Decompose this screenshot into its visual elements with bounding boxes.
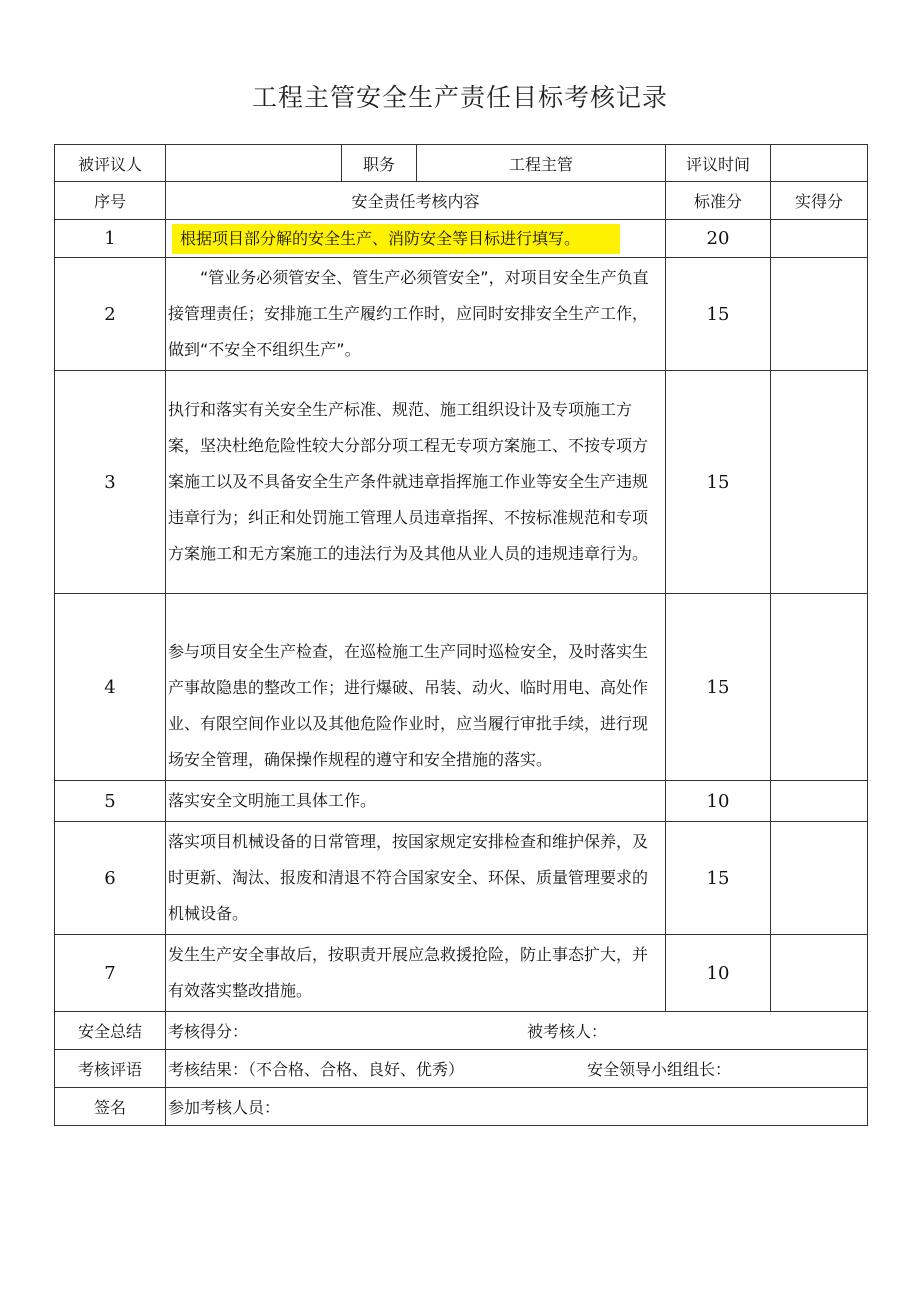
row-actual-field[interactable] xyxy=(771,935,868,1012)
summary-label: 安全总结 xyxy=(55,1012,166,1050)
highlighted-content: 根据项目部分解的安全生产、消防安全等目标进行填写。 xyxy=(172,224,620,254)
row-actual-field[interactable] xyxy=(771,371,868,594)
row-seq: 7 xyxy=(55,935,166,1012)
header-row xyxy=(55,145,868,182)
position-value: 工程主管 xyxy=(417,145,666,182)
table-row xyxy=(55,781,868,822)
sign-label: 签名 xyxy=(55,1088,166,1126)
row-content: 执行和落实有关安全生产标准、规范、施工组织设计及专项施工方案，坚决杜绝危险性较大分部分项工程无专项方案施工、不按专项方案施工以及不具备安全生产条件就违章指挥施工作业等安全生产违规违章行为；纠正和处罚施工管理人员违章指挥、不按标准规范和专项方案施工和无方案施工的违法行为及其他从业人员的违规违章行为。 xyxy=(166,371,666,594)
table-row xyxy=(55,822,868,935)
participants-label: 参加考核人员： xyxy=(168,1098,281,1117)
row-content xyxy=(166,220,666,258)
evaluee-field[interactable] xyxy=(166,145,342,182)
row-actual-field[interactable] xyxy=(771,781,868,822)
col-standard-header: 标准分 xyxy=(666,182,771,220)
row-seq: 2 xyxy=(55,258,166,371)
table-row xyxy=(55,258,868,371)
row-content: 落实项目机械设备的日常管理，按国家规定安排检查和维护保养，及时更新、淘汰、报废和清退不符合国家安全、环保、质量管理要求的机械设备。 xyxy=(166,822,666,935)
assessment-table xyxy=(54,144,868,1126)
summary-field[interactable] xyxy=(166,1012,868,1050)
row-content: 落实安全文明施工具体工作。 xyxy=(166,781,666,822)
row-score: 10 xyxy=(666,781,771,822)
row-score: 10 xyxy=(666,935,771,1012)
result-label: 考核结果：（不合格、合格、良好、优秀） xyxy=(168,1060,465,1079)
eval-time-label: 评议时间 xyxy=(666,145,771,182)
page-title: 工程主管安全生产责任目标考核记录 xyxy=(251,83,668,112)
score-label: 考核得分： xyxy=(168,1022,249,1041)
sign-field[interactable] xyxy=(166,1088,868,1126)
examinee-label: 被考核人： xyxy=(526,1022,607,1041)
table-row xyxy=(55,935,868,1012)
row-score: 20 xyxy=(666,220,771,258)
row-actual-field[interactable] xyxy=(771,822,868,935)
comment-row xyxy=(55,1050,868,1088)
row-score: 15 xyxy=(666,594,771,781)
table-row xyxy=(55,220,868,258)
comment-field[interactable] xyxy=(166,1050,868,1088)
row-actual-field[interactable] xyxy=(771,220,868,258)
table-row xyxy=(55,371,868,594)
position-label: 职务 xyxy=(342,145,417,182)
row-content: 发生生产安全事故后，按职责开展应急救援抢险，防止事态扩大，并有效落实整改措施。 xyxy=(166,935,666,1012)
eval-time-field[interactable] xyxy=(771,145,868,182)
row-score: 15 xyxy=(666,258,771,371)
evaluee-label: 被评议人 xyxy=(55,145,166,182)
col-seq-header: 序号 xyxy=(55,182,166,220)
summary-row xyxy=(55,1012,868,1050)
row-seq: 4 xyxy=(55,594,166,781)
row-actual-field[interactable] xyxy=(771,594,868,781)
row-content: “管业务必须管安全、管生产必须管安全”，对项目安全生产负直接管理责任；安排施工生产履约工作时，应同时安排安全生产工作，做到“不安全不组织生产”。 xyxy=(166,258,666,371)
row-seq: 3 xyxy=(55,371,166,594)
row-score: 15 xyxy=(666,371,771,594)
col-actual-header: 实得分 xyxy=(771,182,868,220)
row-seq: 6 xyxy=(55,822,166,935)
row-content: 参与项目安全生产检查，在巡检施工生产同时巡检安全，及时落实生产事故隐患的整改工作；进行爆破、吊装、动火、临时用电、高处作业、有限空间作业以及其他危险作业时，应当履行审批手续，进行现场安全管理，确保操作规程的遵守和安全措施的落实。 xyxy=(166,594,666,781)
row-actual-field[interactable] xyxy=(771,258,868,371)
col-content-header: 安全责任考核内容 xyxy=(166,182,666,220)
row-score: 15 xyxy=(666,822,771,935)
row-seq: 5 xyxy=(55,781,166,822)
row-seq: 1 xyxy=(55,220,166,258)
sign-row xyxy=(55,1088,868,1126)
comment-label: 考核评语 xyxy=(55,1050,166,1088)
column-header-row xyxy=(55,182,868,220)
table-row xyxy=(55,594,868,781)
leader-label: 安全领导小组组长： xyxy=(586,1060,731,1079)
